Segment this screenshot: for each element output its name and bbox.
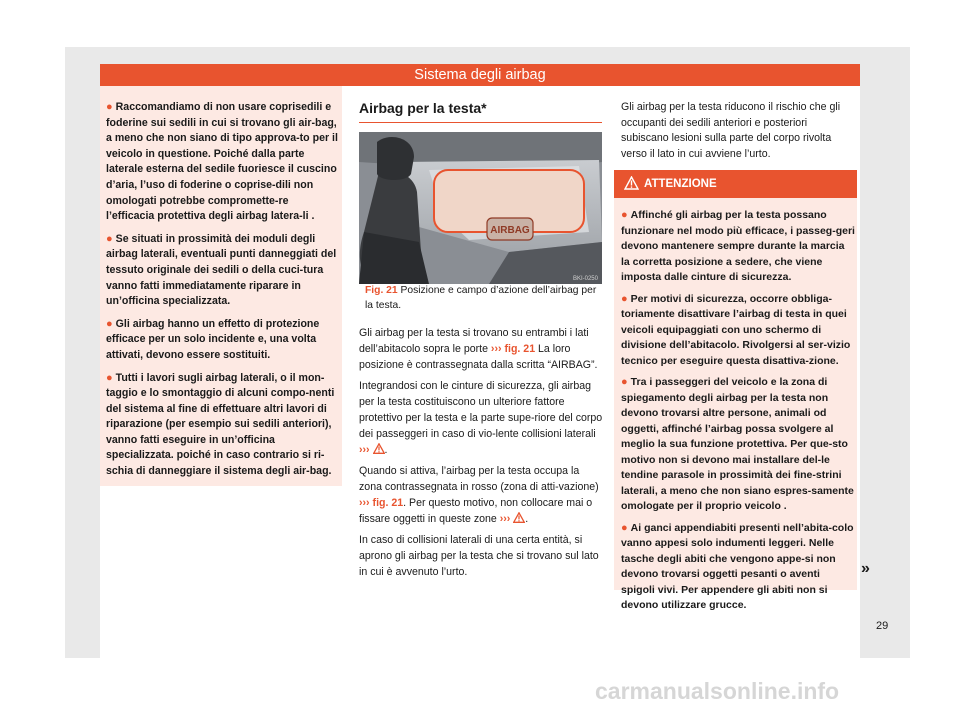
- bullet-icon: ●: [106, 232, 113, 245]
- left-bullet-4: ● Tutti i lavori sugli airbag laterali, o il mon-taggio e lo smontaggio di alcuni compo-nenti del sistema al fine di effettuare altri lavori di riparazione (per esempio sui sedili anteriori), vanno fatti eseguire in un’officina specializzata. poiché in caso contrario si ri-schia di danneggiare il sistema degli air-bag.: [106, 371, 335, 478]
- section-divider: [359, 122, 602, 123]
- warning-bullet-2: ● Per motivi di sicurezza, occorre obbliga-toriamente disattivare l’airbag di testa in quei veicoli equipaggiati con uno schermo di divisione dell’abitacolo. Rivolgersi al ser-vizio tecnico per eseguire questa disattiva-zione.: [621, 292, 851, 367]
- footer-watermark: carmanualsonline.info: [595, 678, 840, 704]
- paragraph-4: In caso di collisioni laterali di una certa entità, si aprono gli airbag per la testa che si trovano sul lato in cui è avvenuto l’urto.: [359, 534, 599, 578]
- bullet-icon: ●: [106, 101, 113, 113]
- continued-marker: »: [861, 560, 870, 577]
- figure-link[interactable]: fig. 21: [504, 343, 536, 355]
- warning-triangle-icon: [513, 512, 525, 523]
- section-title: Airbag per la testa*: [359, 100, 487, 116]
- left-bullet-2: ● Se situati in prossimità dei moduli degli airbag laterali, eventuali punti danneggiati del tessuto originale dei sedili o della cuci-tura vanno fatti immediatamente riparare in un’officina specializzata.: [106, 232, 337, 308]
- warning-header: [614, 170, 857, 198]
- body-text: [359, 325, 603, 585]
- caption-text: Posizione e campo d’azione dell’airbag per la testa.: [365, 285, 597, 311]
- paragraph-3: Quando si attiva, l’airbag per la testa occupa la zona contrassegnata in rosso (zona di atti-vazione) ››› fig. 21. Per questo motivo, non collocare mai o fissare oggetti in queste zone ››› .: [359, 465, 599, 525]
- warning-bullet-1: ● Affinché gli airbag per la testa possano funzionare nel modo più efficace, i passeg-geri devono mantenere sempre durante la marcia la corretta posizione a sedere, che viene imposta dalle cinture di sicurezza.: [621, 209, 855, 283]
- warning-triangle-icon: [624, 176, 639, 190]
- left-bullet-3: ● Gli airbag hanno un effetto di protezione efficace per un solo incidente e, una volta attivati, devono essere sostituiti.: [106, 317, 320, 361]
- figure-caption: [365, 284, 597, 313]
- bullet-icon: ●: [106, 317, 113, 330]
- figure-number: Fig. 21: [365, 285, 398, 296]
- warning-bullet-3: ● Tra i passeggeri del veicolo e la zona di spiegamento degli airbag per la testa non devono trovarsi altre persone, animali od oggetti, affinché l’airbag possa svolgere al meglio la sua funzione protettiva. Per que-sto motivo non si devono mai installare del-le tendine parasole in prossimità dei fine-strini laterali, a meno che non siano espres-samente omologate per il proprio veicolo .: [621, 376, 854, 512]
- airbag-label: AIRBAG: [490, 225, 530, 236]
- page-header: Sistema degli airbag: [100, 64, 860, 86]
- warning-triangle-icon: [373, 443, 385, 454]
- paragraph-2: Integrandosi con le cinture di sicurezza, gli airbag per la testa costituiscono un ulteriore fattore protettivo per la testa e la parte supe-riore del corpo dei passeggeri in caso di vio-lente collisioni laterali ››› .: [359, 380, 603, 456]
- bullet-icon: ●: [621, 292, 628, 305]
- car-interior-illustration: [359, 132, 602, 284]
- bullet-icon: ●: [621, 209, 628, 221]
- crossref-arrows: ›››: [359, 497, 370, 509]
- figure-link[interactable]: fig. 21: [372, 497, 404, 509]
- figure-21: [359, 132, 602, 284]
- right-intro-text: Gli airbag per la testa riducono il rischio che gli occupanti dei sedili anteriori e posteriori subiscano lesioni sulla parte del corpo rivolta verso il lato in cui avviene l’urto.: [621, 101, 841, 160]
- crossref-arrows: ›››: [359, 444, 370, 456]
- warning-title: ATTENZIONE: [644, 178, 717, 190]
- crossref-arrows: ›››: [499, 513, 511, 525]
- figure-code: BKI-0250: [572, 276, 598, 282]
- warning-bullet-4: ● Ai ganci appendiabiti presenti nell’abita-colo vanno appesi solo indumenti leggeri. Nelle tasche degli abiti che vengono appe-si non devono trovarsi oggetti pesanti o aventi spigoli vivi. Per appendere gli abiti non si devono utilizzare grucce.: [621, 521, 854, 611]
- bullet-icon: ●: [621, 376, 628, 388]
- warning-body: [621, 208, 855, 620]
- left-bullet-1: ● Raccomandiamo di non usare coprisedili e foderine sui sedili in cui si trovano gli air-bag, a meno che non siano di tipo approva-to per il veicolo in questione. Poiché dalla parte laterale esterna del sedile fuoriesce il cuscino d’aria, l’uso di foderine o coprise-dili non omologati potrebbe compromette-re l’efficacia protettiva degli airbag latera-li .: [106, 101, 338, 223]
- paragraph-1: Gli airbag per la testa si trovano su entrambi i lati dell’abitacolo sopra le porte ››› fig. 21 La loro posizione è contrassegnata dalla scritta “AIRBAG”.: [359, 327, 598, 371]
- bullet-icon: ●: [106, 371, 113, 384]
- left-column: [106, 100, 338, 487]
- page-number: 29: [876, 620, 889, 632]
- bullet-icon: ●: [621, 521, 628, 534]
- crossref-arrows: ›››: [490, 343, 502, 355]
